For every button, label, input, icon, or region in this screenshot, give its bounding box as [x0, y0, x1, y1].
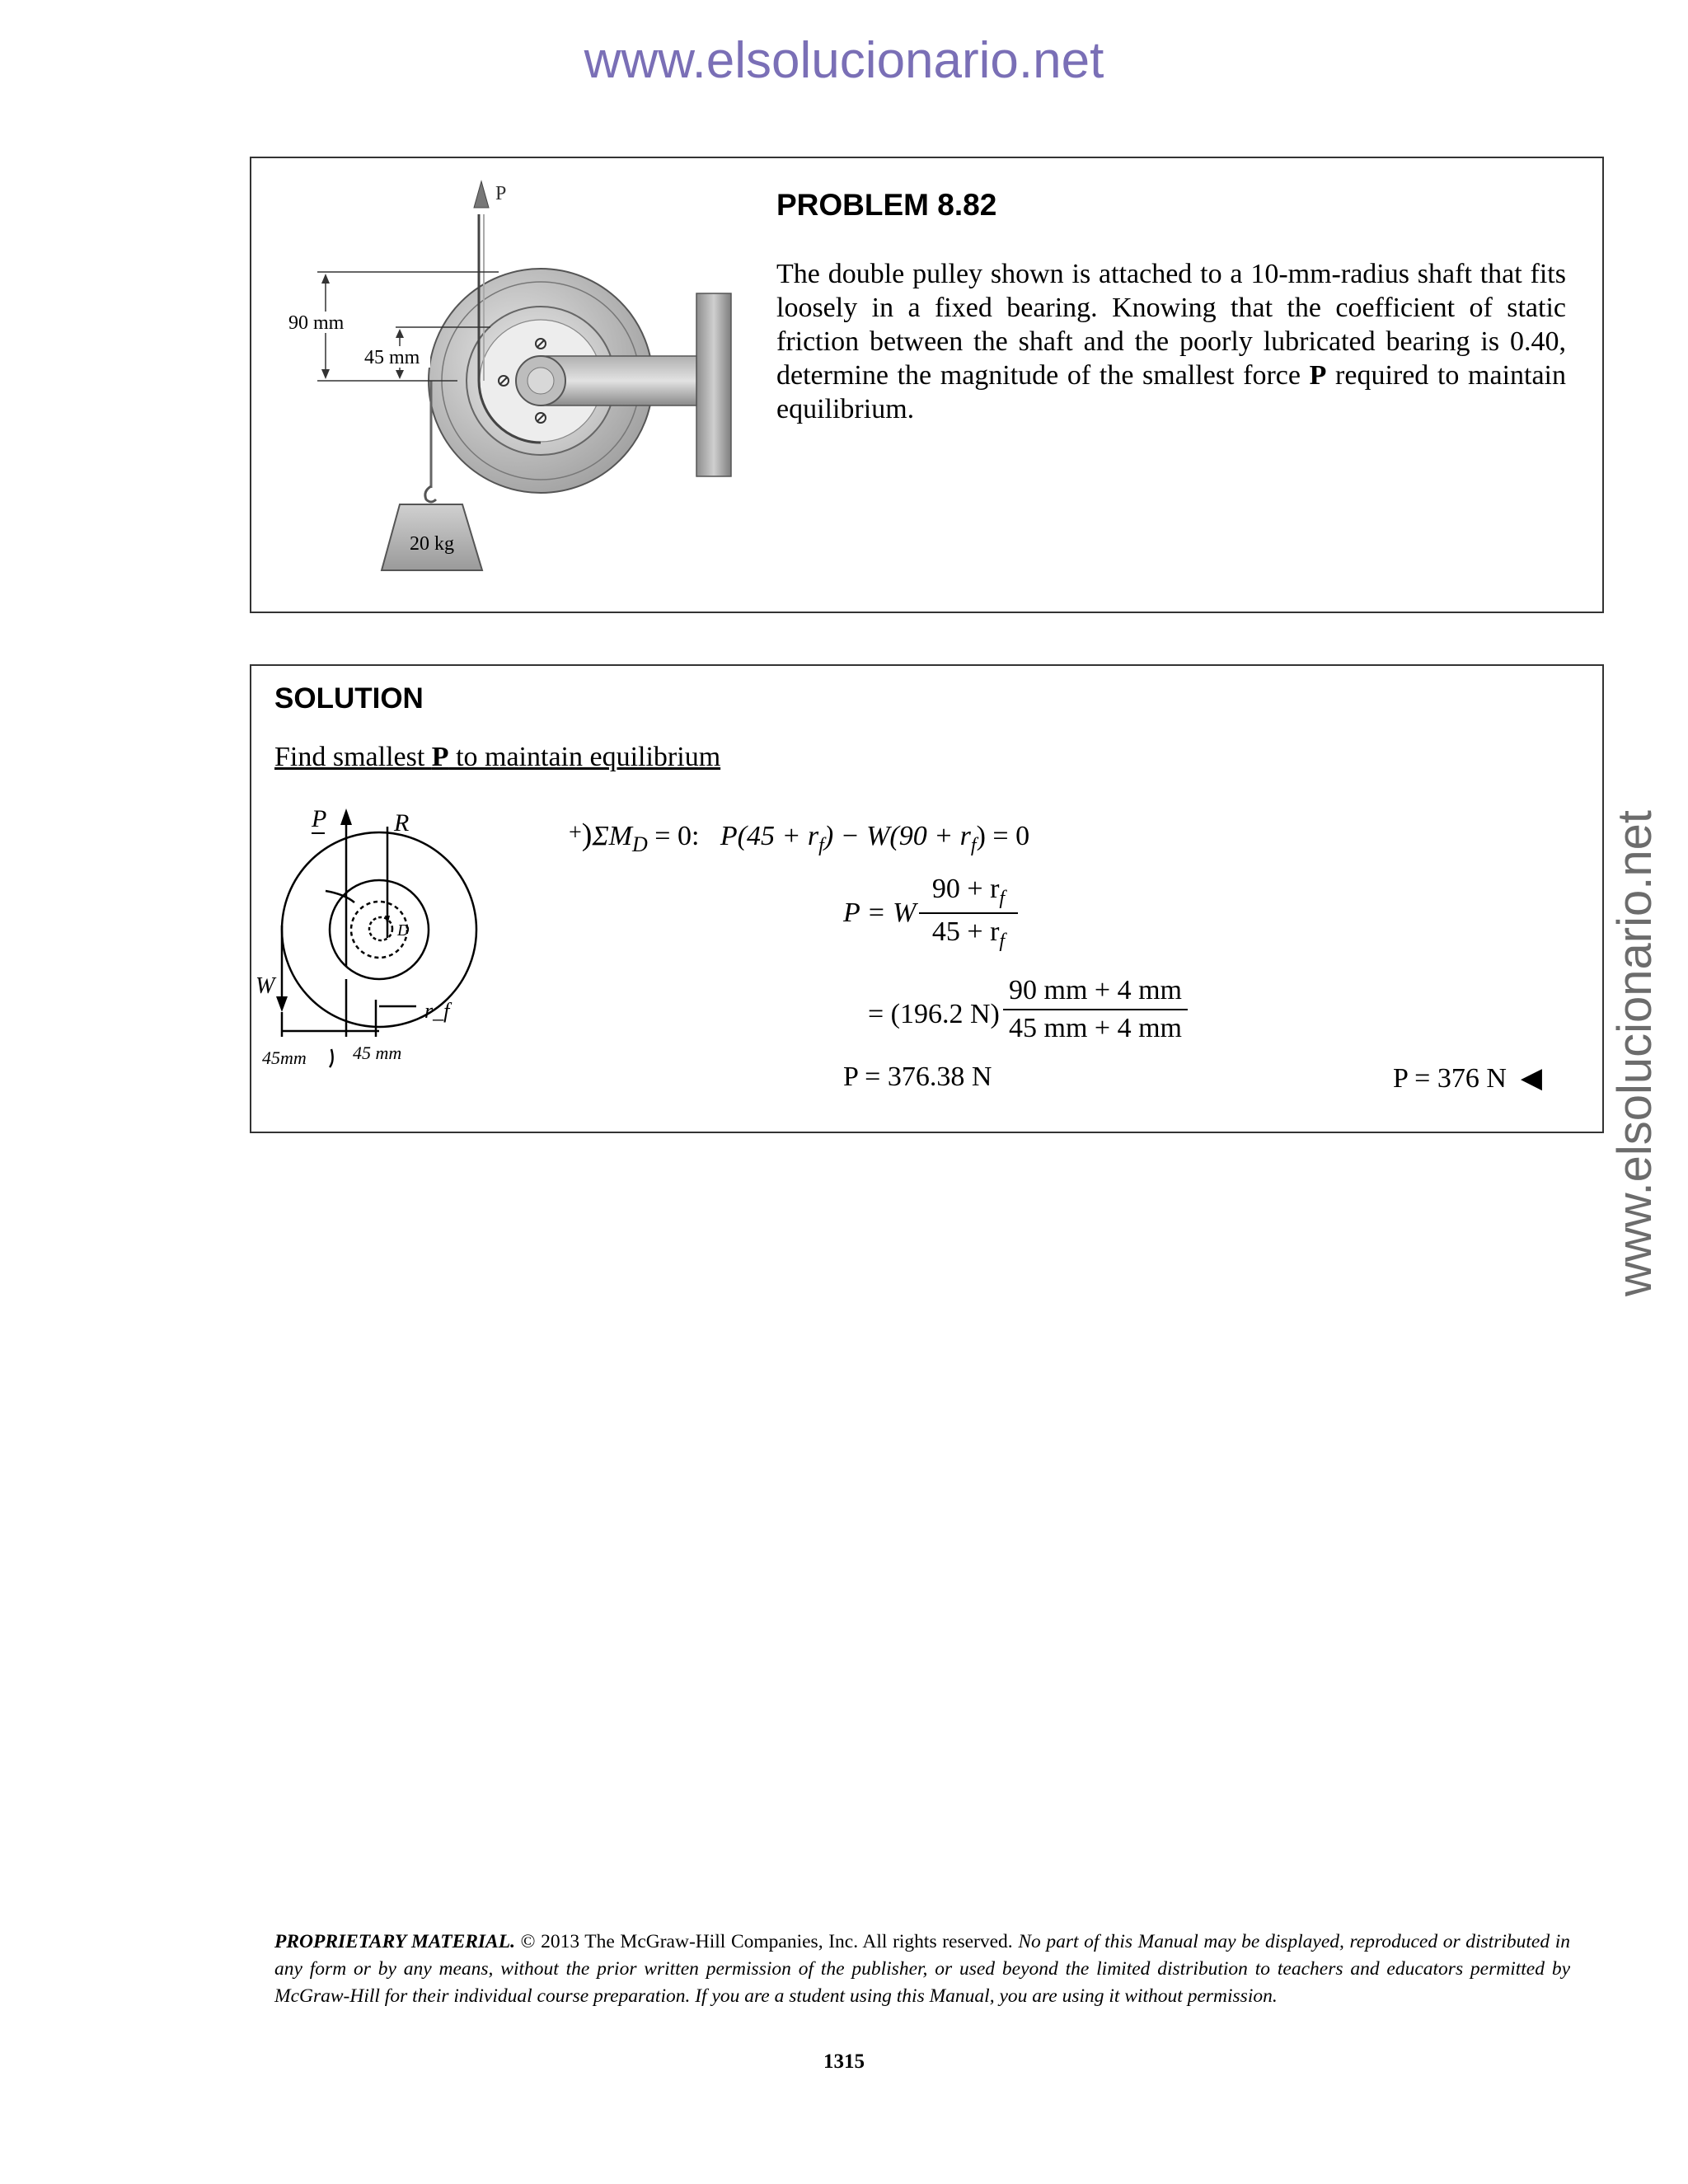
moment-arrow-icon: ) — [581, 818, 593, 852]
mass-label: 20 kg — [410, 533, 454, 555]
moment-sign: + — [569, 820, 582, 846]
sketch-dim-right: 45 mm — [353, 1043, 402, 1063]
sketch-rf-label: r_f — [424, 999, 450, 1023]
solution-subtitle: Find smallest P to maintain equilibrium — [274, 742, 721, 772]
equation-result: P = 376.38 N — [843, 1062, 992, 1092]
equation-p-lhs: P = W — [843, 898, 917, 928]
solution-box — [250, 664, 1604, 1133]
sketch-p-label: P — [312, 805, 327, 832]
sketch-r-label: R — [394, 809, 410, 837]
p-arrow-up-icon — [340, 808, 352, 825]
wall — [696, 293, 731, 476]
equation-moment: $+)\Sigma M_D = 0$: $P(45 + r_f) - W(90 + r_f) = 0$ — [569, 818, 1030, 856]
equation-substitution-fraction: $\frac{90 mm + 4 mm}{45 mm + 4 mm}$ — [1003, 975, 1188, 1044]
sketch-w-label: W — [256, 973, 275, 999]
final-answer: P = 376 N ◀ — [1393, 1063, 1543, 1094]
problem-statement: The double pulley shown is attached to a 10-mm-radius shaft that fits loosely in a fixed bearing. Knowing that the coefficient of static friction between the shaft and the poorly lubricated bearing is 0.40, determine the magnitude of the smallest force P required to maintain equilibrium. — [776, 259, 1567, 424]
watermark-top[interactable]: www.elsolucionario.net — [584, 32, 1104, 89]
sketch-outer-circle — [282, 832, 476, 1027]
equation-p-fraction: $\frac{90 + r_f}{45 + r_f}$ — [919, 874, 1018, 953]
page-number: 1315 — [823, 2050, 865, 2073]
p-label: P — [495, 183, 507, 204]
dim-90mm: 90 mm — [288, 312, 345, 334]
watermark-side[interactable]: www.elsolucionario.net — [1608, 810, 1662, 1296]
problem-title: PROBLEM 8.82 — [776, 188, 997, 222]
problem-box — [250, 157, 1604, 613]
dim-45mm: 45 mm — [364, 347, 420, 368]
answer-marker-icon: ◀ — [1520, 1063, 1543, 1094]
p-arrow-icon — [474, 181, 489, 208]
sketch-dim-left: 45mm — [262, 1047, 307, 1068]
solution-title: SOLUTION — [274, 682, 424, 715]
pulley-figure — [251, 158, 762, 615]
sketch-inner-circle — [330, 880, 429, 979]
free-body-sketch — [256, 802, 495, 1074]
footer-copyright: PROPRIETARY MATERIAL. © 2013 The McGraw-Hill Companies, Inc. All rights reserved. No part of this Manual may be displayed, reproduced or distributed in any form or by any means, without the prior written permission of the publisher, or used beyond the limited distribution to teachers and educators permitted by McGraw-Hill for their individual course preparation. If you are a student using this Manual, you are using it without permission. — [274, 1931, 1570, 2007]
w-arrow-down-icon — [276, 996, 288, 1012]
equation-substitution-lhs: = (196.2 N) — [868, 999, 1000, 1029]
sketch-d-label: D — [397, 921, 410, 940]
